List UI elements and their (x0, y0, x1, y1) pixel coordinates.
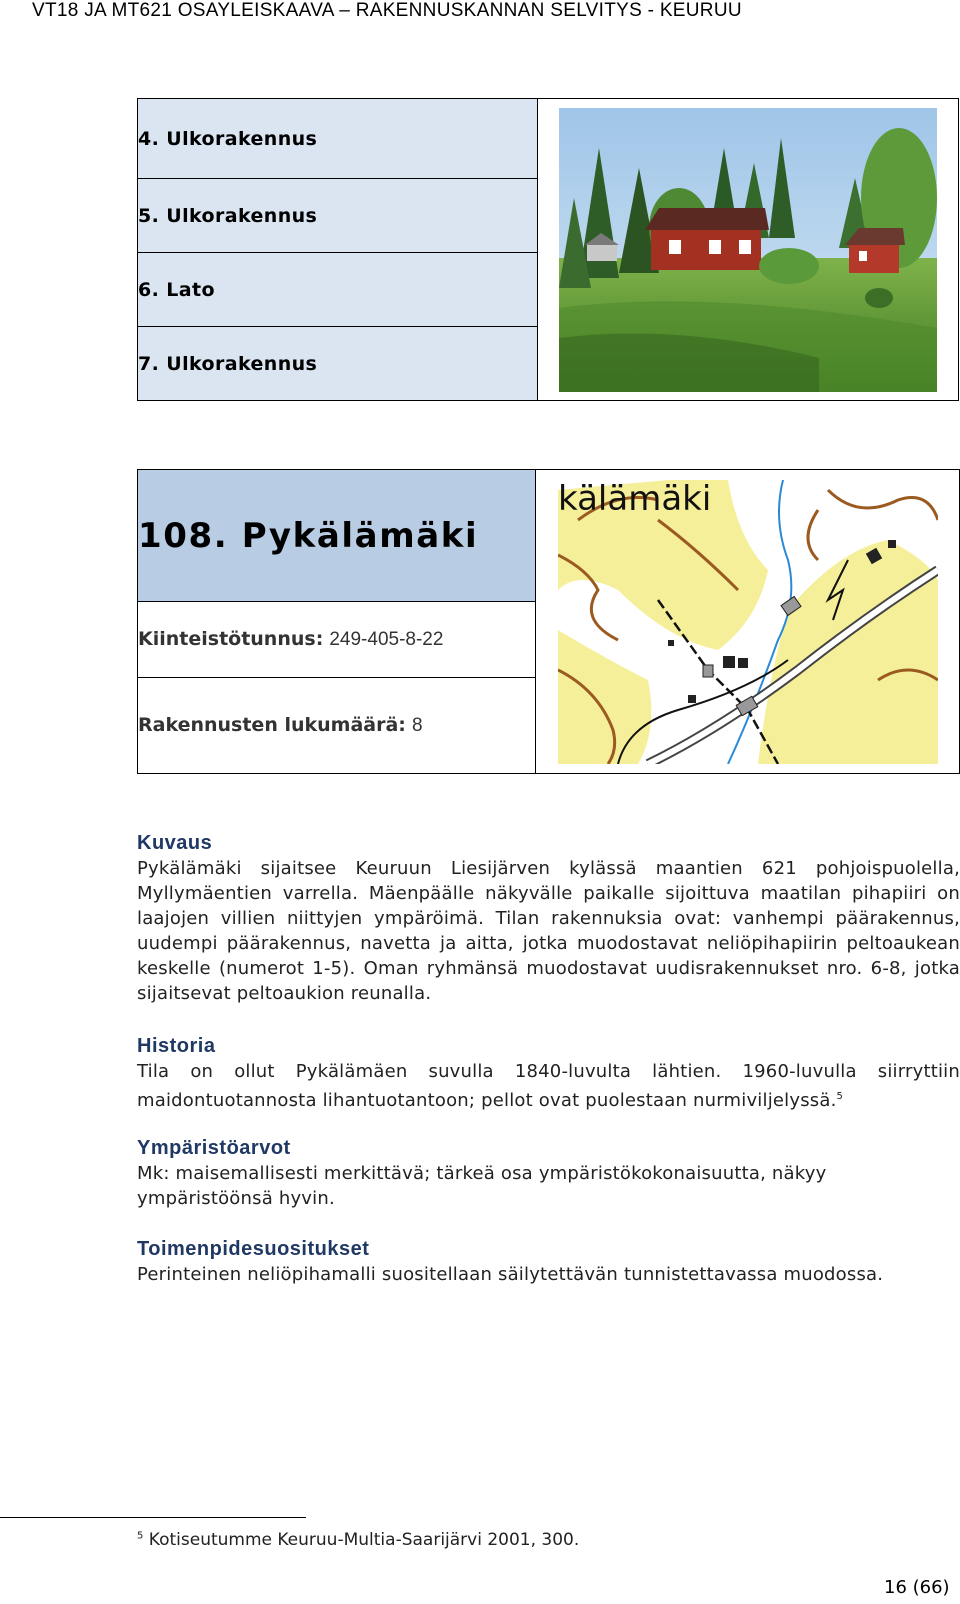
footnote-ref[interactable]: 5 (836, 1091, 844, 1102)
property-table (137, 469, 960, 774)
property-id-row (138, 602, 536, 678)
property-id-value: 249-405-8-22 (329, 629, 444, 650)
section-text: Pykälämäki sijaitsee Keuruun Liesijärven kylässä maantien 621 pohjoispuolella, Myllymäentien varrella. Mäenpäälle näkyvälle paikalle sijoittuva maatilan pihapiiri on laajojen villien niittyjen ympäröimä. Tilan rakennuksia ovat: vanhempi päärakennus, uudempi päärakennus, navetta ja aitta, jotka muodostavat neliöpihapiirin peltoaukean keskelle (numerot 1-5). Oman ryhmänsä muodostavat uudisrakennukset nro. 6-8, jotka sijaitsevat peltoaukion reunalla. (137, 858, 960, 1004)
section-historia (137, 1034, 960, 1113)
section-title: Historia (137, 1035, 216, 1057)
footnote-text: Kotiseutumme Keuruu-Multia-Saarijärvi 2001, 300. (148, 1530, 580, 1550)
section-kuvaus (137, 831, 960, 1006)
section-text: Perinteinen neliöpihamalli suositellaan säilytettävän tunnistettavassa muodossa. (137, 1264, 884, 1285)
section-title: Toimenpidesuositukset (137, 1238, 370, 1260)
historia-text: Tila on ollut Pykälämäen suvulla 1840-luvulta lähtien. 1960-luvulla siirryttiin maidontuotannosta lihantuotantoon; pellot ovat puolestaan nurmiviljelyssä. (137, 1061, 960, 1111)
section-text: Mk: maisemallisesti merkittävä; tärkeä osa ympäristökokonaisuutta, näkyy ympäristöönsä hyvin. (137, 1163, 827, 1209)
section-title: Kuvaus (137, 832, 213, 854)
location-map-image (558, 480, 938, 764)
building-count-row (138, 678, 536, 774)
farm-photo (538, 99, 959, 401)
footnote-divider (0, 1517, 306, 1518)
property-id-label: Kiinteistötunnus: (138, 628, 324, 650)
building-count-label: Rakennusten lukumäärä: (138, 714, 406, 736)
map-label: kälämäki (557, 479, 711, 519)
footnote (137, 1530, 579, 1550)
building-item: 5. Ulkorakennus (138, 179, 538, 253)
page-number: 16 (66) (884, 1577, 950, 1598)
farm-photo-image (559, 108, 937, 392)
section-title: Ympäristöarvot (137, 1137, 291, 1159)
building-item: 6. Lato (138, 253, 538, 327)
building-item: 7. Ulkorakennus (138, 327, 538, 401)
building-item: 4. Ulkorakennus (138, 99, 538, 179)
section-ymparistoarvot (137, 1136, 960, 1211)
location-map (536, 470, 960, 774)
document-header: VT18 JA MT621 OSAYLEISKAAVA – RAKENNUSKANNAN SELVITYS - KEURUU (32, 0, 742, 21)
building-count-value: 8 (411, 715, 423, 736)
property-title: 108. Pykälämäki (138, 470, 536, 602)
buildings-table (137, 98, 959, 401)
section-toimenpidesuositukset (137, 1237, 960, 1287)
section-text (137, 1059, 960, 1113)
footnote-number: 5 (137, 1530, 144, 1542)
